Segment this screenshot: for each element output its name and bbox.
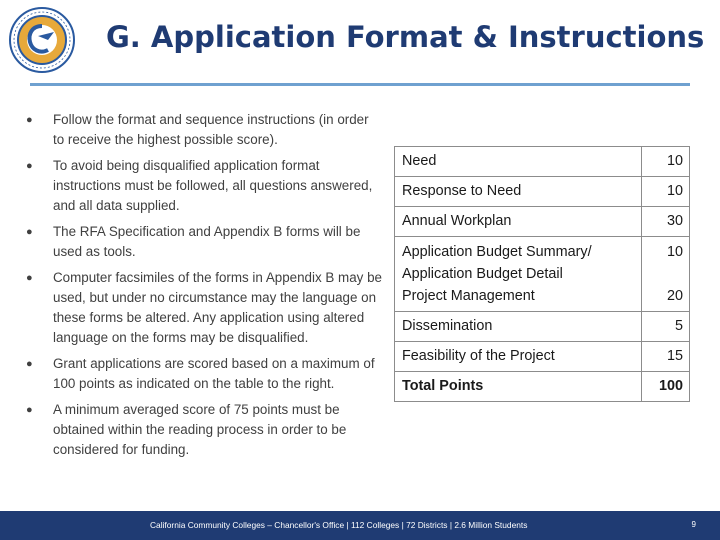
bullet-icon: ● xyxy=(26,114,33,126)
bullet-icon: ● xyxy=(26,272,33,284)
header xyxy=(0,0,720,80)
scoring-table xyxy=(394,146,690,402)
bullet-icon: ● xyxy=(26,160,33,172)
title-divider xyxy=(30,83,690,86)
table-row xyxy=(395,342,690,372)
criterion-points: 15 xyxy=(642,342,690,372)
list-item: ● A minimum averaged score of 75 points must be obtained within the reading process in order to be considered for funding. xyxy=(26,402,347,457)
criterion-label: Application Budget Summary/ Application Budget Detail Project Management xyxy=(395,237,642,312)
table-row xyxy=(395,147,690,177)
criterion-points: 10 xyxy=(642,147,690,177)
footer-text: California Community Colleges – Chancellor's Office | 112 Colleges | 72 Districts | 2.6 Million Students xyxy=(150,520,528,530)
list-item: ● Grant applications are scored based on a maximum of 100 points as indicated on the table to the right. xyxy=(26,356,375,391)
table-row xyxy=(395,207,690,237)
bullet-icon: ● xyxy=(26,226,33,238)
bullet-icon: ● xyxy=(26,358,33,370)
criterion-points: 30 xyxy=(642,207,690,237)
table-row xyxy=(395,312,690,342)
criterion-label: Annual Workplan xyxy=(395,207,642,237)
criterion-points: 10 xyxy=(642,177,690,207)
criterion-label: Need xyxy=(395,147,642,177)
bullet-icon: ● xyxy=(26,404,33,416)
table-row xyxy=(395,177,690,207)
college-seal-logo xyxy=(8,6,76,74)
total-points: 100 xyxy=(642,372,690,402)
instruction-list xyxy=(22,110,382,466)
criterion-points: 5 xyxy=(642,312,690,342)
slide-title: G. Application Format & Instructions xyxy=(106,20,705,54)
list-item: ● Follow the format and sequence instructions (in order to receive the highest possible score). xyxy=(26,112,369,147)
total-label: Total Points xyxy=(395,372,642,402)
table-row-total xyxy=(395,372,690,402)
criterion-label: Response to Need xyxy=(395,177,642,207)
table-row xyxy=(395,237,690,312)
footer-bar xyxy=(0,511,720,540)
list-item: ● Computer facsimiles of the forms in Appendix B may be used, but under no circumstance may the language on these forms be altered. Any application using altered language on the forms may be disqualified. xyxy=(26,270,382,345)
criterion-label: Feasibility of the Project xyxy=(395,342,642,372)
list-item: ● The RFA Specification and Appendix B forms will be used as tools. xyxy=(26,224,361,259)
criterion-label: Dissemination xyxy=(395,312,642,342)
criterion-points: 10 20 xyxy=(642,237,690,312)
page-number: 9 xyxy=(691,520,696,529)
list-item: ● To avoid being disqualified application format instructions must be followed, all questions answered, and all data supplied. xyxy=(26,158,373,213)
